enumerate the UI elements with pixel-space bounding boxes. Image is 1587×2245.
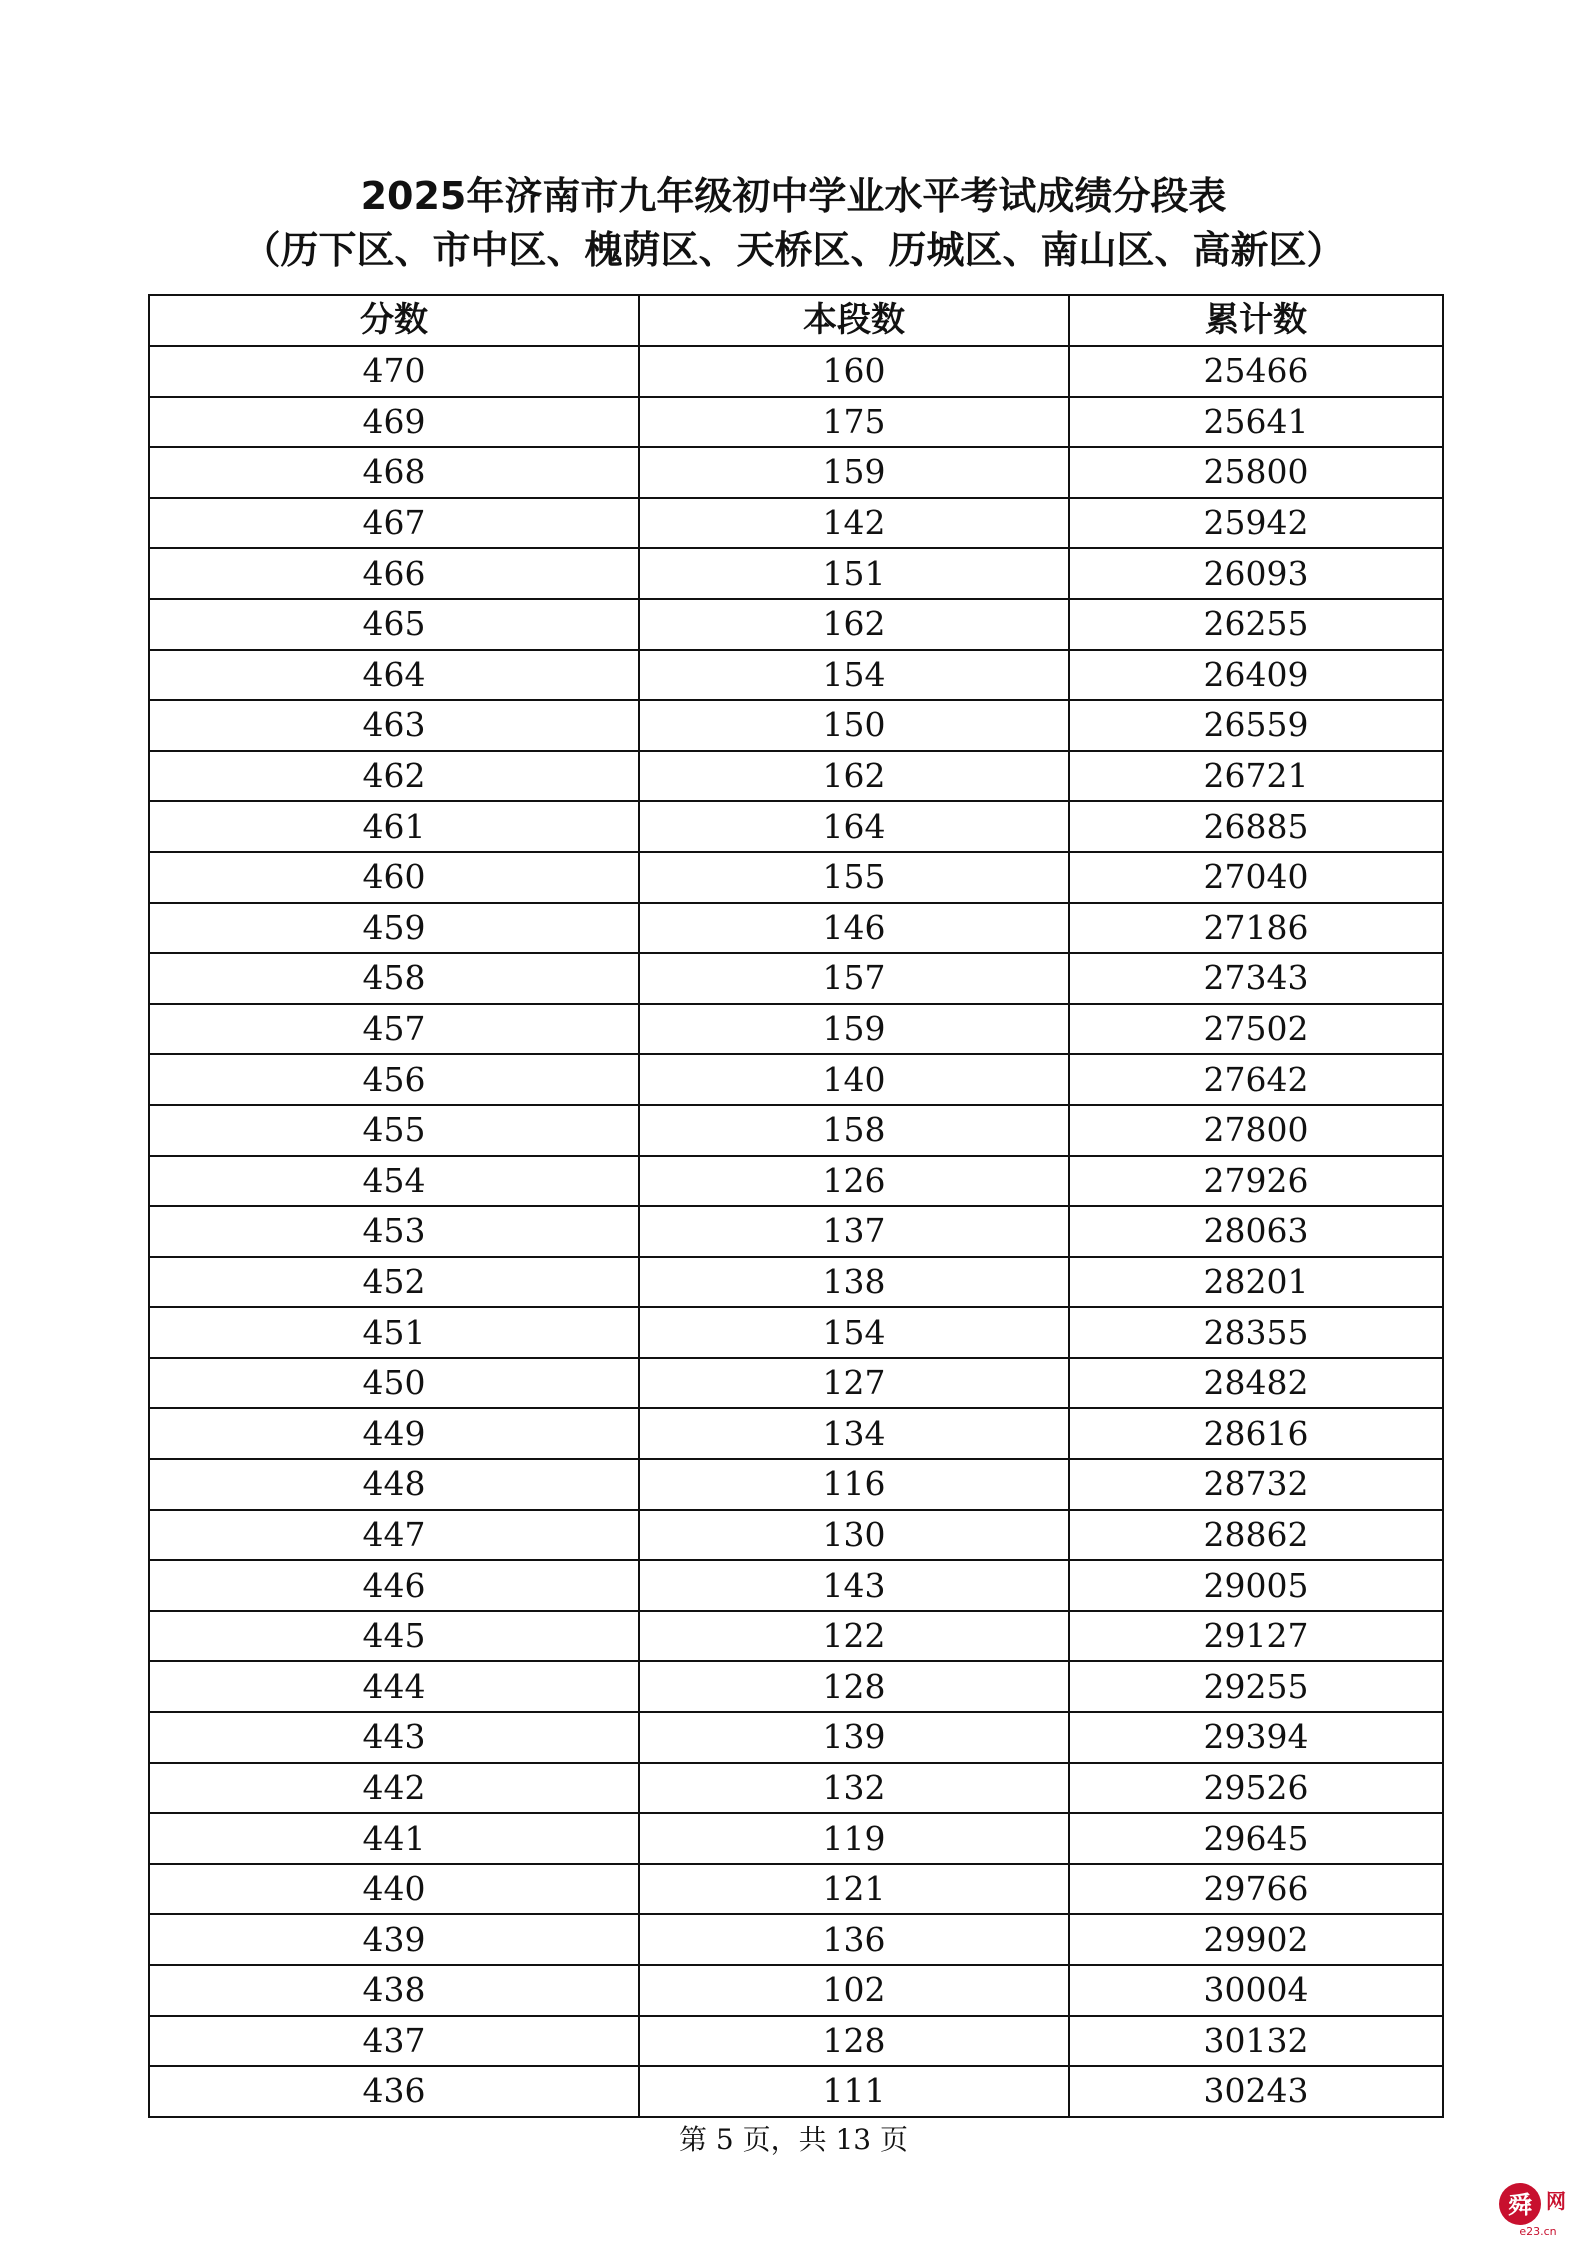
table-row: [149, 1560, 1443, 1611]
cell-score: 458: [149, 953, 639, 1004]
cell-segment-count: 121: [639, 1864, 1069, 1915]
cell-cumulative-count: 30132: [1069, 2016, 1443, 2067]
cell-cumulative-count: 27343: [1069, 953, 1443, 1004]
cell-segment-count: 127: [639, 1358, 1069, 1409]
table-row: [149, 751, 1443, 802]
cell-segment-count: 122: [639, 1611, 1069, 1662]
cell-segment-count: 138: [639, 1257, 1069, 1308]
header-cumulative-count: 累计数: [1069, 295, 1443, 346]
cell-cumulative-count: 30004: [1069, 1965, 1443, 2016]
cell-score: 439: [149, 1914, 639, 1965]
cell-score: 443: [149, 1712, 639, 1763]
cell-score: 456: [149, 1054, 639, 1105]
table-row: [149, 1510, 1443, 1561]
table-body: [149, 346, 1443, 2117]
cell-score: 444: [149, 1661, 639, 1712]
cell-segment-count: 128: [639, 1661, 1069, 1712]
table-row: [149, 1459, 1443, 1510]
cell-segment-count: 162: [639, 599, 1069, 650]
cell-segment-count: 164: [639, 801, 1069, 852]
cell-score: 452: [149, 1257, 639, 1308]
cell-segment-count: 146: [639, 903, 1069, 954]
table-row: [149, 346, 1443, 397]
cell-score: 464: [149, 650, 639, 701]
cell-cumulative-count: 29005: [1069, 1560, 1443, 1611]
cell-segment-count: 142: [639, 498, 1069, 549]
cell-cumulative-count: 28201: [1069, 1257, 1443, 1308]
cell-cumulative-count: 26409: [1069, 650, 1443, 701]
cell-score: 462: [149, 751, 639, 802]
cell-cumulative-count: 27642: [1069, 1054, 1443, 1105]
cell-cumulative-count: 26721: [1069, 751, 1443, 802]
table-row: [149, 1358, 1443, 1409]
cell-cumulative-count: 26093: [1069, 548, 1443, 599]
table-row: [149, 1156, 1443, 1207]
cell-cumulative-count: 28616: [1069, 1408, 1443, 1459]
cell-score: 461: [149, 801, 639, 852]
cell-segment-count: 159: [639, 447, 1069, 498]
table-row: [149, 1763, 1443, 1814]
cell-score: 463: [149, 700, 639, 751]
cell-score: 470: [149, 346, 639, 397]
cell-segment-count: 143: [639, 1560, 1069, 1611]
table-row: [149, 498, 1443, 549]
cell-segment-count: 137: [639, 1206, 1069, 1257]
cell-score: 446: [149, 1560, 639, 1611]
cell-score: 447: [149, 1510, 639, 1561]
table-row: [149, 903, 1443, 954]
table-row: [149, 2066, 1443, 2117]
cell-score: 454: [149, 1156, 639, 1207]
cell-cumulative-count: 26255: [1069, 599, 1443, 650]
cell-segment-count: 150: [639, 700, 1069, 751]
table-row: [149, 852, 1443, 903]
cell-cumulative-count: 30243: [1069, 2066, 1443, 2117]
cell-cumulative-count: 29766: [1069, 1864, 1443, 1915]
cell-cumulative-count: 25466: [1069, 346, 1443, 397]
cell-cumulative-count: 28355: [1069, 1307, 1443, 1358]
cell-cumulative-count: 27502: [1069, 1004, 1443, 1055]
cell-cumulative-count: 27040: [1069, 852, 1443, 903]
cell-cumulative-count: 27800: [1069, 1105, 1443, 1156]
page-footer: 第 5 页，共 13 页: [678, 2123, 909, 2156]
cell-segment-count: 119: [639, 1813, 1069, 1864]
table-row: [149, 953, 1443, 1004]
table-row: [149, 1661, 1443, 1712]
cell-cumulative-count: 25800: [1069, 447, 1443, 498]
cell-cumulative-count: 28732: [1069, 1459, 1443, 1510]
site-logo-watermark: [1496, 2178, 1574, 2238]
cell-segment-count: 159: [639, 1004, 1069, 1055]
cell-cumulative-count: 29127: [1069, 1611, 1443, 1662]
cell-cumulative-count: 28063: [1069, 1206, 1443, 1257]
cell-cumulative-count: 29902: [1069, 1914, 1443, 1965]
cell-score: 438: [149, 1965, 639, 2016]
cell-cumulative-count: 25641: [1069, 397, 1443, 448]
table-row: [149, 1813, 1443, 1864]
cell-segment-count: 140: [639, 1054, 1069, 1105]
logo-text: e23.cn: [1519, 2225, 1557, 2238]
cell-segment-count: 128: [639, 2016, 1069, 2067]
cell-score: 437: [149, 2016, 639, 2067]
cell-segment-count: 134: [639, 1408, 1069, 1459]
cell-score: 453: [149, 1206, 639, 1257]
cell-segment-count: 132: [639, 1763, 1069, 1814]
table-row: [149, 397, 1443, 448]
cell-score: 440: [149, 1864, 639, 1915]
cell-segment-count: 139: [639, 1712, 1069, 1763]
cell-segment-count: 158: [639, 1105, 1069, 1156]
cell-segment-count: 136: [639, 1914, 1069, 1965]
table-header-row: [149, 295, 1443, 346]
table-row: [149, 1914, 1443, 1965]
table-row: [149, 1206, 1443, 1257]
cell-score: 451: [149, 1307, 639, 1358]
cell-score: 457: [149, 1004, 639, 1055]
cell-score: 455: [149, 1105, 639, 1156]
cell-score: 450: [149, 1358, 639, 1409]
table-row: [149, 1105, 1443, 1156]
cell-segment-count: 102: [639, 1965, 1069, 2016]
cell-cumulative-count: 26559: [1069, 700, 1443, 751]
table-row: [149, 1864, 1443, 1915]
cell-score: 468: [149, 447, 639, 498]
document-title: 2025年济南市九年级初中学业水平考试成绩分段表: [360, 174, 1227, 218]
table-row: [149, 1257, 1443, 1308]
cell-cumulative-count: 28862: [1069, 1510, 1443, 1561]
document-subtitle: （历下区、市中区、槐荫区、天桥区、历城区、南山区、高新区）: [242, 228, 1345, 272]
table-row: [149, 2016, 1443, 2067]
table-row: [149, 1965, 1443, 2016]
cell-segment-count: 154: [639, 1307, 1069, 1358]
cell-score: 465: [149, 599, 639, 650]
cell-score: 466: [149, 548, 639, 599]
cell-cumulative-count: 27186: [1069, 903, 1443, 954]
cell-cumulative-count: 29526: [1069, 1763, 1443, 1814]
cell-score: 445: [149, 1611, 639, 1662]
table-row: [149, 548, 1443, 599]
table-row: [149, 801, 1443, 852]
cell-segment-count: 126: [639, 1156, 1069, 1207]
cell-cumulative-count: 29645: [1069, 1813, 1443, 1864]
cell-segment-count: 162: [639, 751, 1069, 802]
cell-segment-count: 157: [639, 953, 1069, 1004]
cell-score: 441: [149, 1813, 639, 1864]
table-row: [149, 650, 1443, 701]
cell-segment-count: 151: [639, 548, 1069, 599]
cell-score: 449: [149, 1408, 639, 1459]
cell-cumulative-count: 26885: [1069, 801, 1443, 852]
cell-score: 467: [149, 498, 639, 549]
logo-glyph: 舜: [1508, 2191, 1532, 2219]
header-score: 分数: [149, 295, 639, 346]
table-row: [149, 447, 1443, 498]
cell-segment-count: 111: [639, 2066, 1069, 2117]
table-row: [149, 1054, 1443, 1105]
cell-score: 460: [149, 852, 639, 903]
cell-score: 469: [149, 397, 639, 448]
cell-score: 442: [149, 1763, 639, 1814]
cell-cumulative-count: 28482: [1069, 1358, 1443, 1409]
table-row: [149, 700, 1443, 751]
cell-cumulative-count: 27926: [1069, 1156, 1443, 1207]
table-row: [149, 1307, 1443, 1358]
cell-segment-count: 116: [639, 1459, 1069, 1510]
cell-segment-count: 155: [639, 852, 1069, 903]
table-row: [149, 1004, 1443, 1055]
logo-mark: 网: [1546, 2189, 1566, 2213]
table-row: [149, 1408, 1443, 1459]
cell-segment-count: 130: [639, 1510, 1069, 1561]
cell-cumulative-count: 29394: [1069, 1712, 1443, 1763]
cell-score: 436: [149, 2066, 639, 2117]
header-segment-count: 本段数: [639, 295, 1069, 346]
cell-segment-count: 175: [639, 397, 1069, 448]
cell-segment-count: 154: [639, 650, 1069, 701]
cell-score: 459: [149, 903, 639, 954]
score-distribution-table: [148, 294, 1444, 2118]
table-row: [149, 1712, 1443, 1763]
cell-score: 448: [149, 1459, 639, 1510]
cell-cumulative-count: 25942: [1069, 498, 1443, 549]
cell-segment-count: 160: [639, 346, 1069, 397]
table-row: [149, 1611, 1443, 1662]
table-row: [149, 599, 1443, 650]
cell-cumulative-count: 29255: [1069, 1661, 1443, 1712]
